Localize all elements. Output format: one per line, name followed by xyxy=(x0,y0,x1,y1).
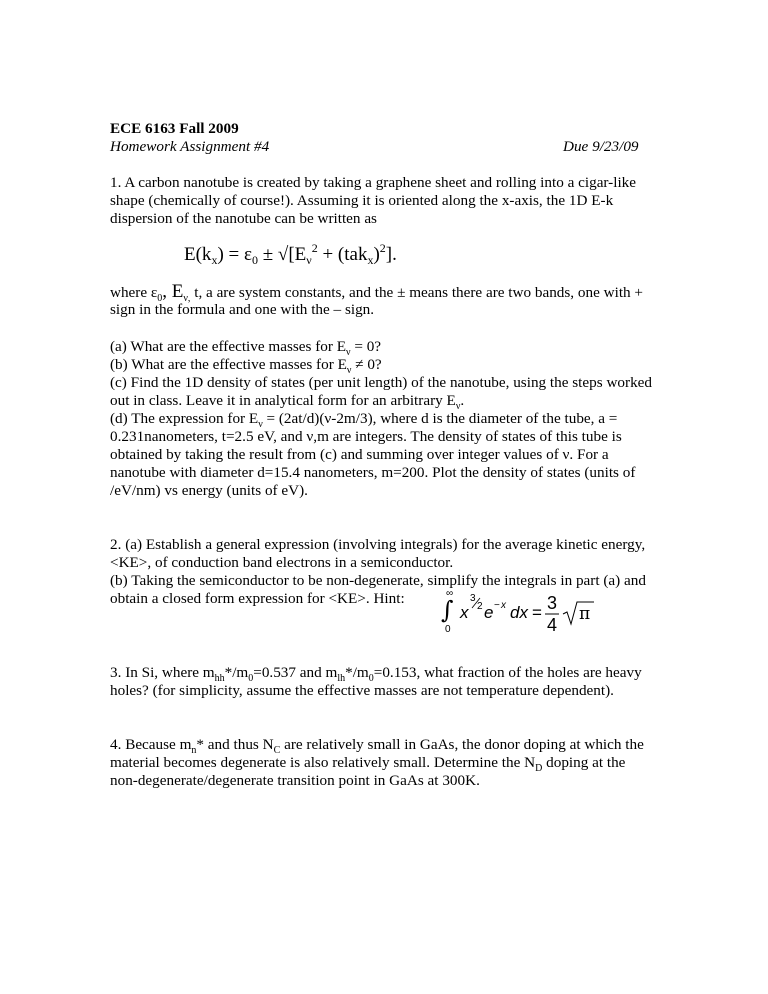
problem-4-line-3: non-degenerate/degenerate transition point in GaAs at 300K. xyxy=(110,772,480,789)
problem-2-part-b-line-1: (b) Taking the semiconductor to be non-degenerate, simplify the integrals in part (a) and xyxy=(110,572,646,589)
svg-text:−: − xyxy=(494,600,500,611)
problem-2-part-a-line-2: <KE>, of conduction band electrons in a semiconductor. xyxy=(110,554,454,571)
problem-1-part-a: (a) What are the effective masses for $E_\nu = 0$? xyxy=(110,338,382,359)
svg-text:0: 0 xyxy=(445,624,451,635)
svg-text:3: 3 xyxy=(547,593,558,613)
svg-text:2: 2 xyxy=(477,601,483,612)
problem-1-part-d-line-3: obtained by taking the result from (c) and summing over integer values of ν. For a xyxy=(110,446,609,463)
assignment-title: Homework Assignment #4 xyxy=(110,138,270,155)
problem-4-line-1: 4. Because $m_n*$ and thus $N_C$ are relatively small in GaAs, the donor doping at which the xyxy=(110,736,644,757)
svg-text:3: 3 xyxy=(470,593,476,604)
svg-text:E(kx) = ε0 ± √[Eν2 + (takx)2].: $E(k_x) = \varepsilon_0 \pm √[E_\nu^2 + (tak_x)^2]$. xyxy=(184,241,397,267)
svg-text:x: x xyxy=(460,603,469,622)
problem-1-part-b: (b) What are the effective masses for $E_\nu \ne 0$? xyxy=(110,356,382,377)
problem-2-part-b-line-2: obtain a closed form expression for <KE>. Hint: xyxy=(110,590,405,607)
problem-1-part-d-line-5: /eV/nm) vs energy (units of eV). xyxy=(110,482,308,499)
problem-2-part-a-line-1: 2. (a) Establish a general expression (involving integrals) for the average kinetic energy, xyxy=(110,536,646,553)
problem-1-part-c-line-2: out in class. Leave it in analytical form for an arbitrary $E_\nu$. xyxy=(110,392,465,413)
dispersion-equation xyxy=(180,236,480,270)
problem-4-line-2: material becomes degenerate is also relatively small. Determine the $N_D$ doping at the xyxy=(110,754,626,775)
problem-1-part-c-line-1: (c) Find the 1D density of states (per unit length) of the nanotube, using the steps worked xyxy=(110,374,652,391)
problem-1-where-line-1: where $\varepsilon_0$, $E_{\nu,}$ t, a are system constants, and the ± means there are two bands, one with + xyxy=(110,281,643,305)
due-date: Due 9/23/09 xyxy=(563,138,639,155)
problem-1-part-d-line-1: (d) The expression for $E_\nu = (2at/d)(\nu-2m/3)$, where d is the diameter of the tube, a = xyxy=(110,410,618,431)
problem-1-intro-line-1: 1. A carbon nanotube is created by taking a graphene sheet and rolling into a cigar-like xyxy=(110,174,637,191)
hint-integral-equation xyxy=(440,584,610,640)
svg-text:x: x xyxy=(501,600,506,611)
problem-1-where-line-2: sign in the formula and one with the – sign. xyxy=(110,301,375,318)
svg-text:∞: ∞ xyxy=(446,588,454,599)
course-title: ECE 6163 Fall 2009 xyxy=(110,120,239,137)
problem-1-part-d-line-2: 0.231nanometers, t=2.5 eV, and ν,m are integers. The density of states of this tube is xyxy=(110,428,622,445)
svg-text:dx: dx xyxy=(510,603,528,622)
problem-1-part-d-line-4: nanotube with diameter d=15.4 nanometers, m=200. Plot the density of states (units of xyxy=(110,464,636,481)
svg-text:∫: ∫ xyxy=(441,596,454,624)
svg-text:4: 4 xyxy=(547,615,558,635)
svg-text:π: π xyxy=(579,604,591,624)
problem-3-line-2: holes? (for simplicity, assume the effective masses are not temperature dependent). xyxy=(110,682,614,699)
problem-1-intro-line-3: dispersion of the nanotube can be written as xyxy=(110,210,377,227)
svg-text:e: e xyxy=(484,603,494,622)
problem-3-line-1: 3. In Si, where $m_{hh}*/m_0=0.537$ and $m_{lh}*/m_0=0.153$, what fraction of the holes are heavy xyxy=(110,664,642,685)
svg-text:=: = xyxy=(532,603,542,622)
problem-1-intro-line-2: shape (chemically of course!). Assuming it is oriented along the x-axis, the 1D E-k xyxy=(110,192,614,209)
